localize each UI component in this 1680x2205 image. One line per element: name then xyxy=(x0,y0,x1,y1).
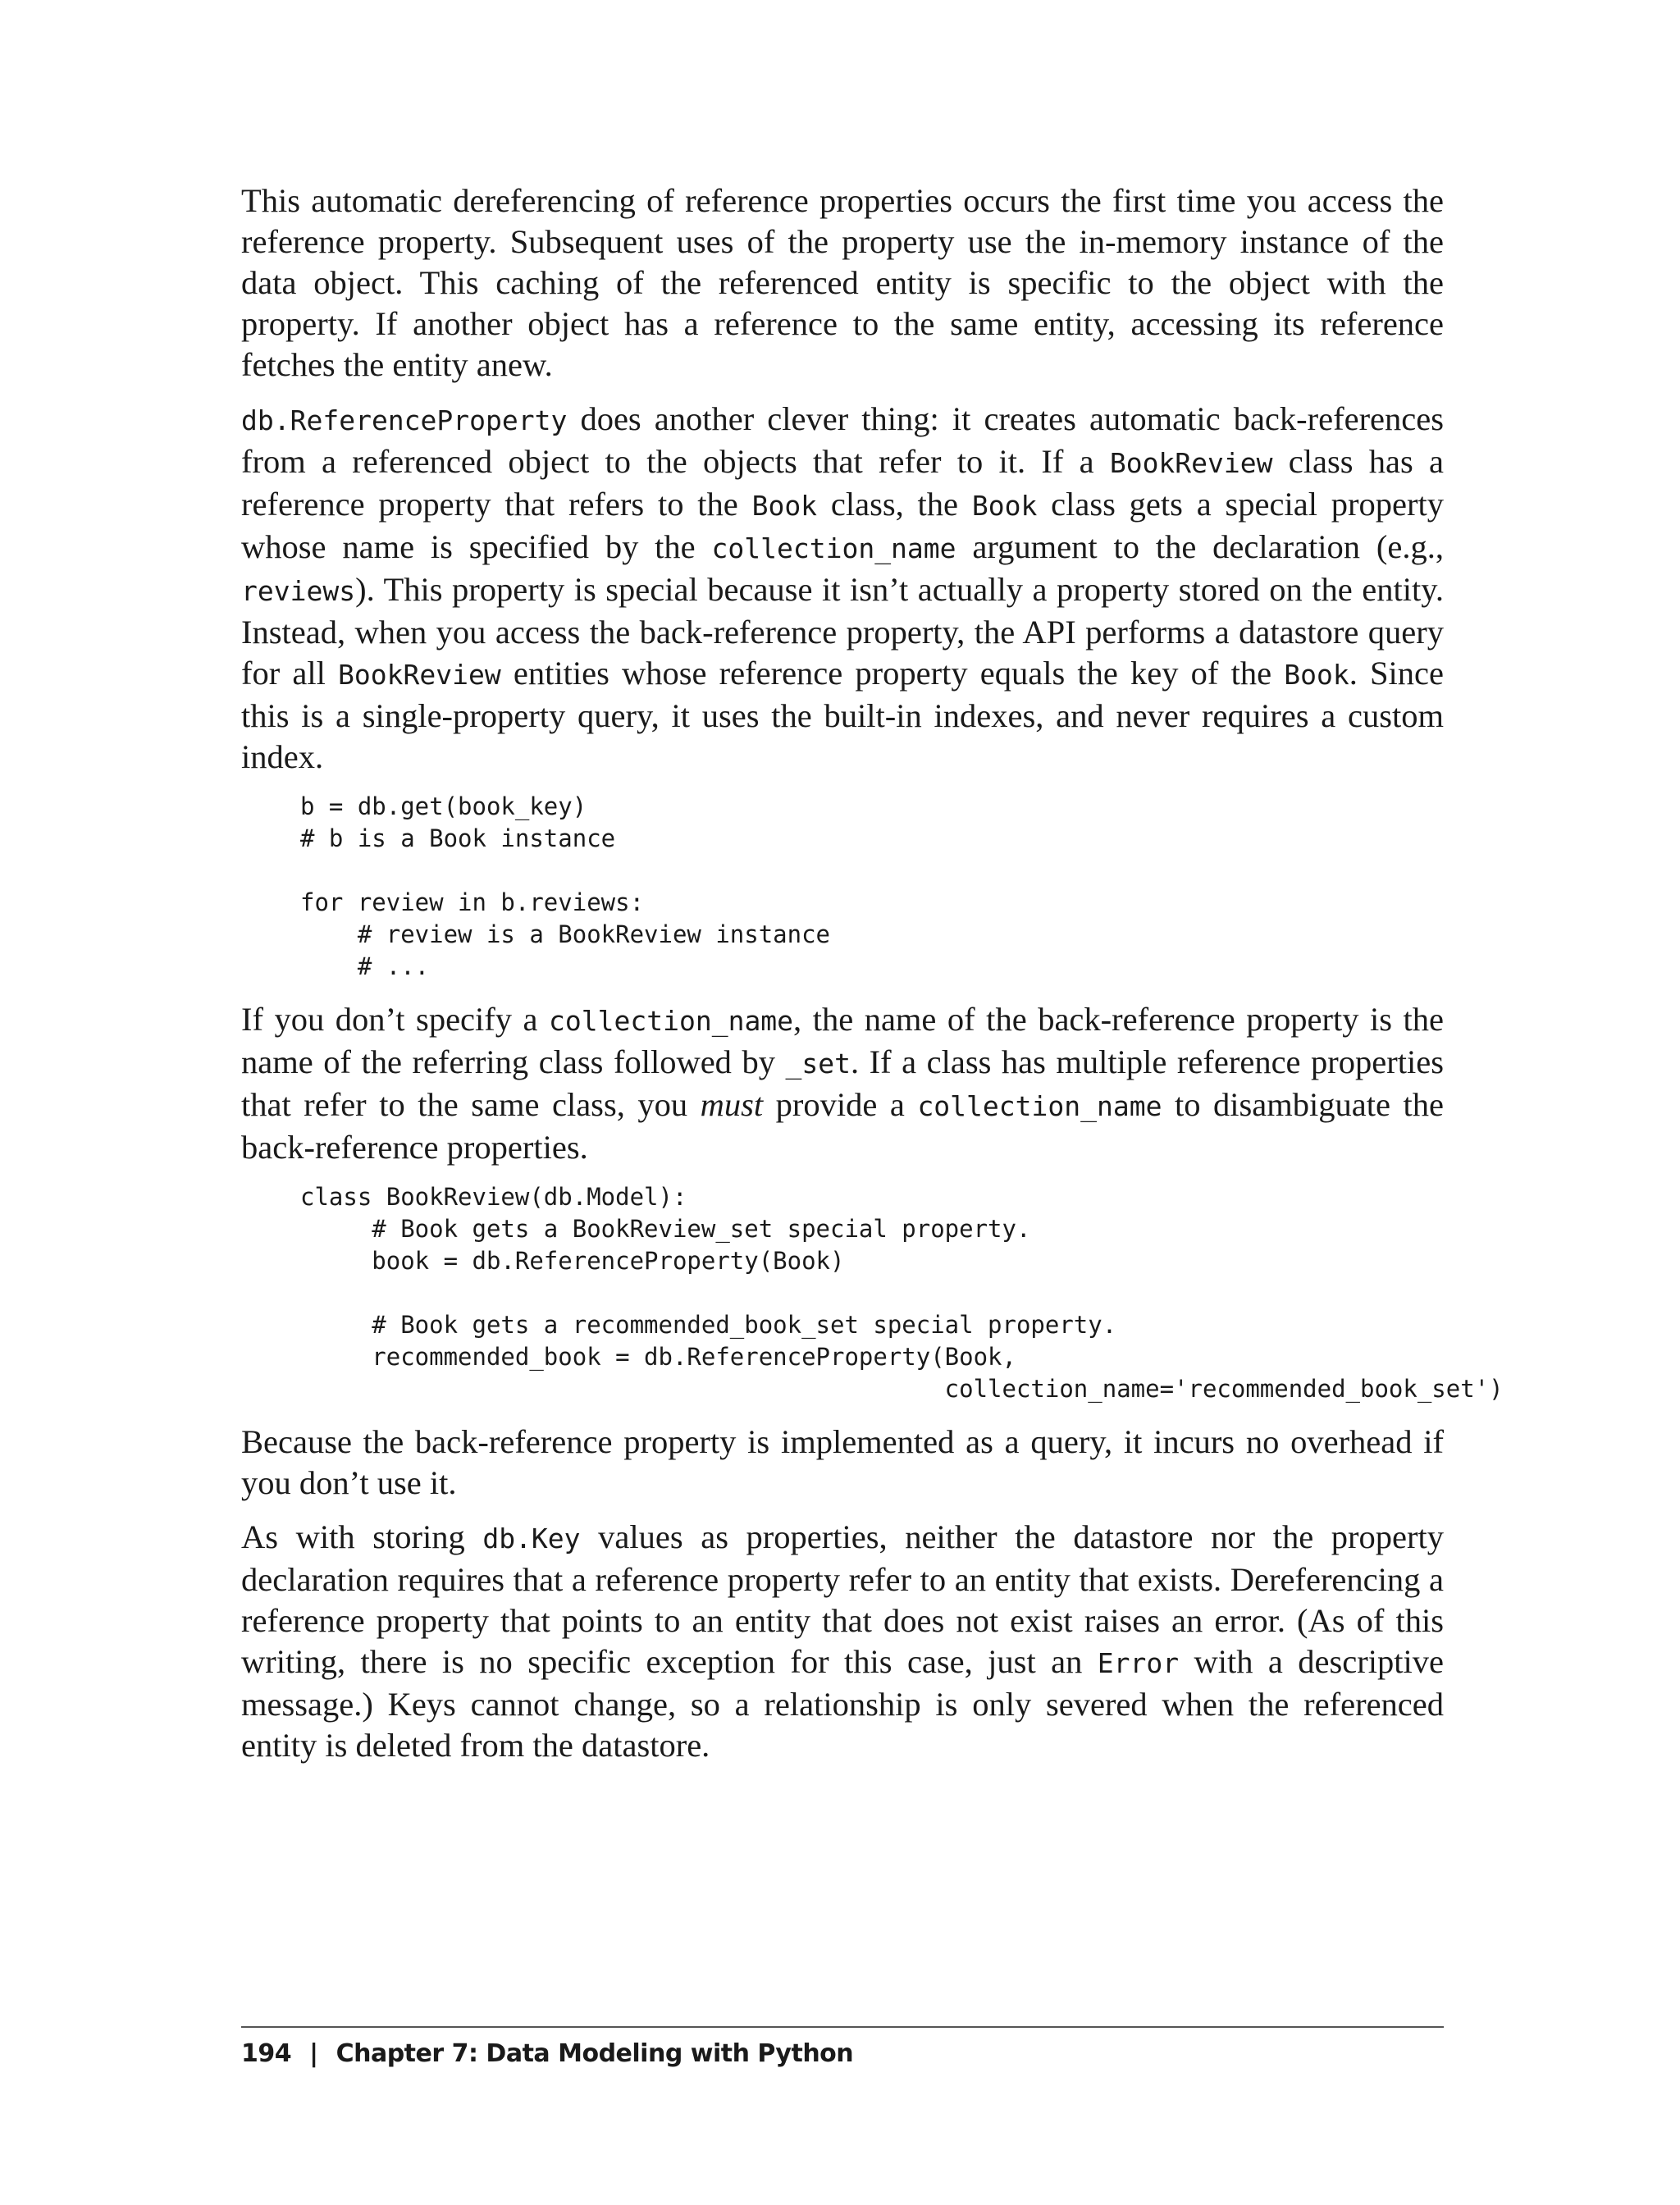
text-run: class has a reference property that refers to the xyxy=(241,443,1444,523)
text-run: class, the xyxy=(817,486,972,523)
text-run: entities whose reference property equals the key of the xyxy=(500,655,1285,692)
chapter-title: Chapter 7: Data Modeling with Python xyxy=(336,2039,854,2068)
text-run: provide a xyxy=(763,1086,918,1123)
footer-rule xyxy=(241,2026,1444,2028)
text-run: . If a class has multiple reference properties that refer to the same class, you xyxy=(241,1043,1444,1123)
text-run: argument to the declaration (e.g., xyxy=(956,528,1444,565)
text-run: does another clever thing: it creates automatic back-references from a referenced object to the objects that refer to it. If a xyxy=(241,400,1444,480)
text-run: with a descriptive message.) Keys cannot change, so a relationship is only severed when the referenced entity is deleted from the datastore. xyxy=(241,1643,1444,1764)
emphasis-text: must xyxy=(700,1086,764,1123)
paragraph-db-key xyxy=(241,1517,1444,1766)
text-run: . Since this is a single-property query, it uses the built-in indexes, and never requires a custom index. xyxy=(241,655,1444,775)
inline-code: BookReview xyxy=(1109,447,1273,479)
text-run: If you don’t specify a xyxy=(241,1001,550,1038)
text-run: , the name of the back-reference property is the name of the referring class followed by xyxy=(241,1001,1444,1080)
inline-code: Book xyxy=(1284,659,1349,691)
inline-code: collection_name xyxy=(711,532,956,564)
code-block-reviews-loop: b = db.get(book_key) # b is a Book instance for review in b.reviews: # review is a BookReview instance # ... xyxy=(300,792,831,980)
paragraph-collection-name xyxy=(241,999,1444,1168)
inline-code: db.ReferenceProperty xyxy=(241,404,568,436)
footer-separator: | xyxy=(309,2039,318,2068)
page-footer xyxy=(241,2038,853,2070)
inline-code: Book xyxy=(751,490,818,522)
inline-code: reviews xyxy=(241,575,356,607)
inline-code: Book xyxy=(971,490,1038,522)
text-run: ). This property is special because it isn’t actually a property stored on the entity. Instead, when you access the back-reference property, the API performs a datastore query for all xyxy=(241,571,1444,692)
text-run: to disambiguate the back-reference properties. xyxy=(241,1086,1444,1166)
inline-code: Error xyxy=(1097,1647,1180,1679)
inline-code: db.Key xyxy=(482,1522,581,1554)
page-number: 194 xyxy=(241,2039,292,2068)
text-run: values as properties, neither the datastore nor the property declaration requires that a reference property refer to an entity that exists. Dereferencing a reference property that points to an entity that does not exist raises an error. (As of this writing, there is no specific exception for this case, just an xyxy=(241,1518,1444,1680)
inline-code: _set xyxy=(785,1048,851,1080)
page-body xyxy=(241,180,1504,1779)
code-block-bookreview-class: class BookReview(db.Model): # Book gets a BookReview_set special property. book = db.ReferenceProperty(Book) # Book gets a recommended_book_set special property. recommended_book = db.ReferenceProperty(Book, collection_name='recommended_book_set') xyxy=(300,1183,1504,1403)
paragraph-back-references xyxy=(241,399,1444,778)
inline-code: BookReview xyxy=(338,659,501,691)
paragraph-dereferencing: This automatic dereferencing of reference properties occurs the first time you access the reference property. Subsequent uses of the property use the in-memory instance of the data object. This caching of the referenced entity is specific to the object with the property. If another object has a reference to the same entity, accessing its reference fetches the entity anew. xyxy=(241,182,1444,383)
paragraph-query-overhead: Because the back-reference property is implemented as a query, it incurs no overhead if you don’t use it. xyxy=(241,1423,1444,1501)
inline-code: collection_name xyxy=(917,1090,1162,1122)
text-run: As with storing xyxy=(241,1518,483,1555)
text-run: class gets a special property whose name is specified by the xyxy=(241,486,1444,565)
inline-code: collection_name xyxy=(549,1005,794,1037)
